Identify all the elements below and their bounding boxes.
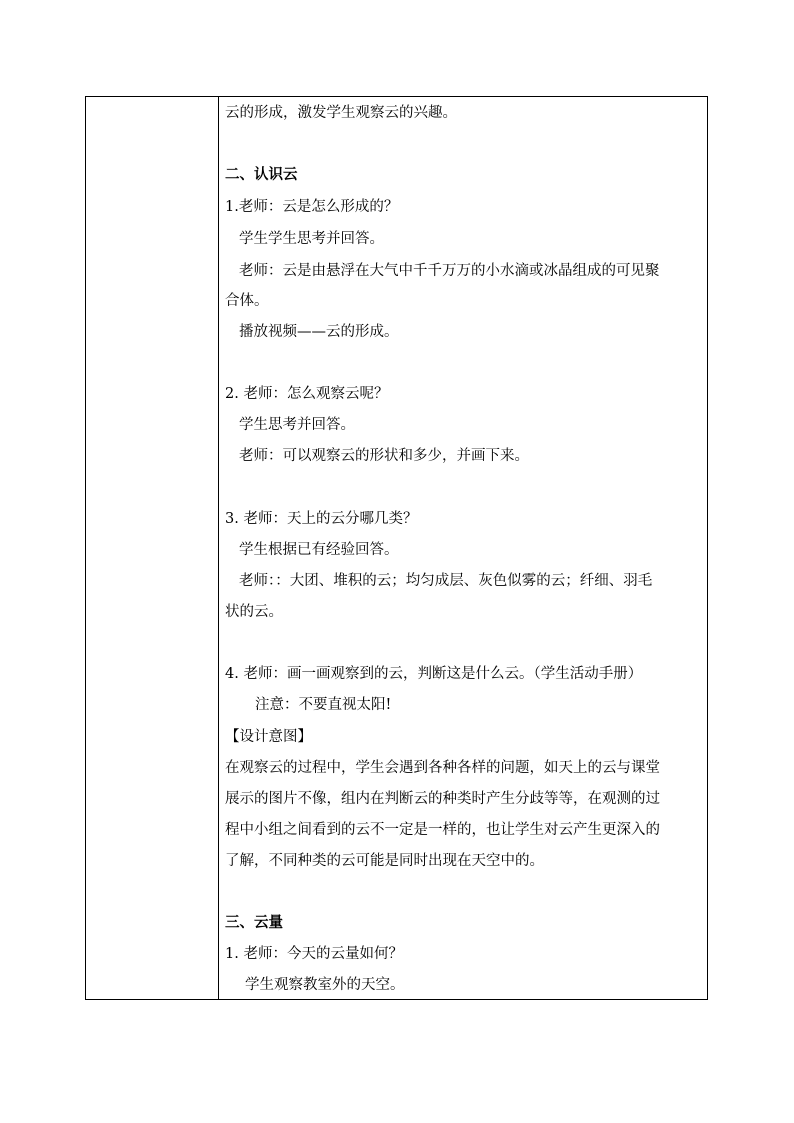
lesson-table — [85, 96, 708, 1000]
text-line: 1.老师：云是怎么形成的？ — [225, 199, 399, 215]
text-line: 学生学生思考并回答。 — [239, 231, 384, 247]
section-heading: 三、云量 — [225, 914, 283, 931]
text-line: 注意：不要直视太阳! — [255, 697, 392, 713]
text-line: 学生观察教室外的天空。 — [245, 977, 405, 993]
text-line: 播放视频——云的形成。 — [239, 324, 399, 340]
text-line: 老师：：大团、堆积的云；均匀成层、灰色似雾的云；纤细、羽毛 — [239, 573, 653, 589]
text-line: 状的云。 — [225, 604, 283, 620]
table-left-cell — [86, 97, 218, 999]
text-line: 老师：可以观察云的形状和多少，并画下来。 — [239, 448, 529, 464]
text-line: 1. 老师：今天的云量如何？ — [225, 946, 403, 962]
text-line: 学生根据已有经验回答。 — [239, 542, 399, 558]
text-line: 展示的图片不像，组内在判断云的种类时产生分歧等等，在观测的过 — [225, 791, 660, 807]
text-line: 老师：云是由悬浮在大气中千千万万的小水滴或冰晶组成的可见聚 — [239, 263, 660, 279]
text-line: 4. 老师：画一画观察到的云，判断这是什么云。（学生活动手册） — [225, 666, 643, 682]
text-line: 了解，不同种类的云可能是同时出现在天空中的。 — [225, 853, 544, 869]
text-line: 学生思考并回答。 — [239, 417, 355, 433]
text-line: 2. 老师：怎么观察云呢？ — [225, 386, 389, 402]
text-line: 程中小组之间看到的云不一定是一样的，也让学生对云产生更深入的 — [225, 822, 660, 838]
text-line: 合体。 — [225, 293, 269, 309]
section-heading: 二、认识云 — [225, 166, 298, 183]
text-line: 3. 老师：天上的云分哪几类？ — [225, 511, 418, 527]
text-line: 在观察云的过程中，学生会遇到各种各样的问题，如天上的云与课堂 — [225, 760, 660, 776]
text-line: 云的形成，激发学生观察云的兴趣。 — [225, 105, 457, 121]
table-content-cell — [219, 97, 707, 999]
section-heading: 【设计意图】 — [225, 729, 312, 745]
